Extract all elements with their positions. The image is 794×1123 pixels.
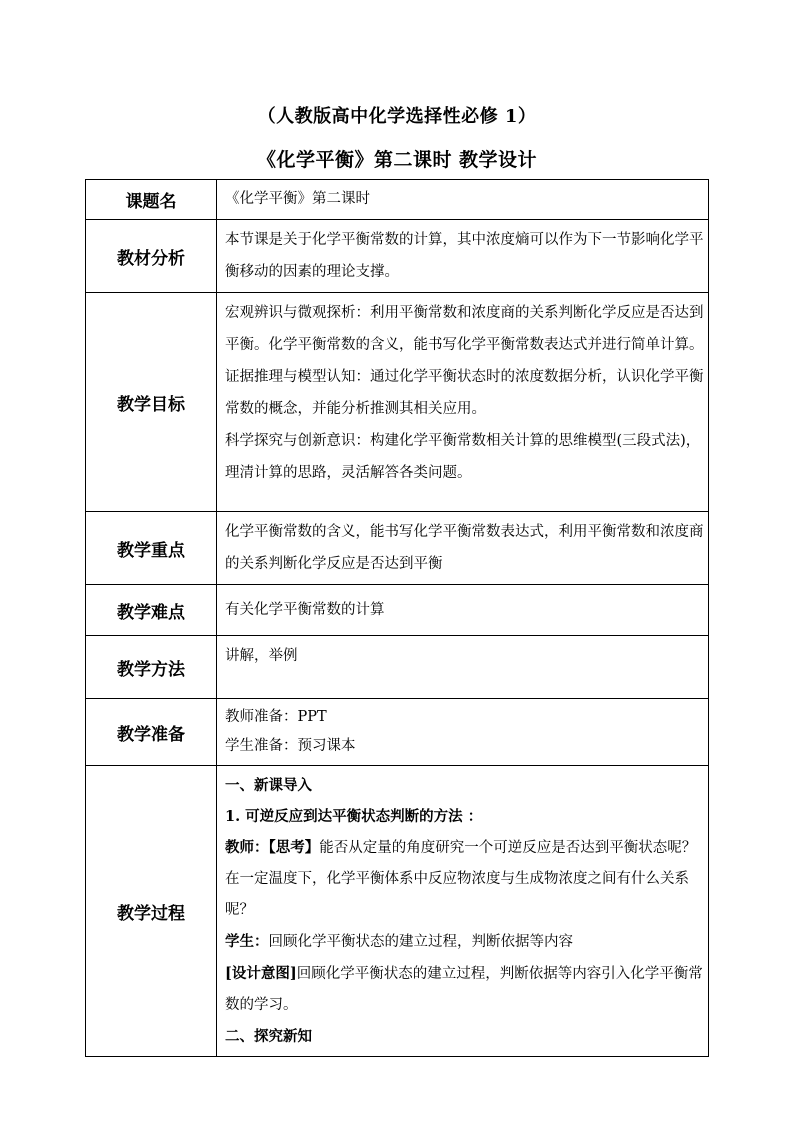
teacher-prompt bbox=[225, 832, 704, 926]
row-preparation bbox=[86, 699, 709, 766]
goal-macro-micro: 宏观辨识与微观探析：利用平衡常数和浓度商的关系判断化学反应是否达到平衡。化学平衡常数的含义，能书写化学平衡常数表达式并进行简单计算。 bbox=[225, 305, 704, 353]
value-preparation bbox=[217, 699, 709, 766]
design-intent bbox=[225, 958, 704, 1021]
value-process bbox=[217, 766, 709, 1057]
teacher-question: 能否从定量的角度研究一个可逆反应是否达到平衡状态呢？ 在一定温度下，化学平衡体系中反应物浓度与生成物浓度之间有什么关系呢？ bbox=[225, 840, 697, 918]
student-text: 回顾化学平衡状态的建立过程，判断依据等内容 bbox=[268, 934, 573, 950]
label-goals: 教学目标 bbox=[86, 293, 217, 512]
label-methods: 教学方法 bbox=[86, 636, 217, 699]
row-topic bbox=[86, 180, 709, 220]
lesson-plan-table bbox=[85, 179, 709, 1057]
section-new-lesson-intro: 一、新课导入 bbox=[225, 777, 312, 794]
student-response bbox=[225, 926, 704, 958]
row-key-points bbox=[86, 512, 709, 585]
row-difficulties bbox=[86, 585, 709, 636]
teacher-preparation: 教师准备：PPT bbox=[225, 709, 327, 725]
item-equilibrium-judgement-method: 1. 可逆反应到达平衡状态判断的方法 ： bbox=[225, 808, 483, 825]
teacher-think-tag: 【思考】 bbox=[268, 839, 320, 856]
value-analysis: 本节课是关于化学平衡常数的计算，其中浓度熵可以作为下一节影响化学平衡移动的因素的理论支撑。 bbox=[217, 220, 709, 293]
document-title: 《化学平衡》第二课时 教学设计 bbox=[256, 149, 538, 171]
label-preparation: 教学准备 bbox=[86, 699, 217, 766]
student-label: 学生： bbox=[225, 933, 269, 950]
goal-inquiry-innovation: 科学探究与创新意识：构建化学平衡常数相关计算的思维模型(三段式法)，理清计算的思路，灵活解答各类问题。 bbox=[225, 433, 701, 481]
value-methods: 讲解，举例 bbox=[217, 636, 709, 699]
row-goals bbox=[86, 293, 709, 512]
label-topic: 课题名 bbox=[86, 180, 217, 220]
student-preparation: 学生准备：预习课本 bbox=[225, 738, 356, 754]
design-intent-label: [设计意图] bbox=[225, 965, 297, 982]
section-explore-new-knowledge: 二、探究新知 bbox=[225, 1028, 312, 1045]
label-difficulties: 教学难点 bbox=[86, 585, 217, 636]
value-difficulties: 有关化学平衡常数的计算 bbox=[217, 585, 709, 636]
document-subtitle: （人教版高中化学选择性必修 1） bbox=[257, 106, 537, 127]
label-key-points: 教学重点 bbox=[86, 512, 217, 585]
goal-evidence-model: 证据推理与模型认知：通过化学平衡状态时的浓度数据分析，认识化学平衡常数的概念，并能分析推测其相关应用。 bbox=[225, 369, 704, 417]
row-process bbox=[86, 766, 709, 1057]
value-key-points: 化学平衡常数的含义，能书写化学平衡常数表达式，利用平衡常数和浓度商的关系判断化学反应是否达到平衡 bbox=[217, 512, 709, 585]
row-methods bbox=[86, 636, 709, 699]
label-process: 教学过程 bbox=[86, 766, 217, 1057]
teacher-label: 教师： bbox=[225, 839, 269, 856]
design-intent-text: 回顾化学平衡状态的建立过程，判断依据等内容引入化学平衡常数的学习。 bbox=[225, 966, 703, 1013]
label-analysis: 教材分析 bbox=[86, 220, 217, 293]
value-topic: 《化学平衡》第二课时 bbox=[217, 180, 709, 220]
value-goals bbox=[217, 293, 709, 512]
row-analysis bbox=[86, 220, 709, 293]
